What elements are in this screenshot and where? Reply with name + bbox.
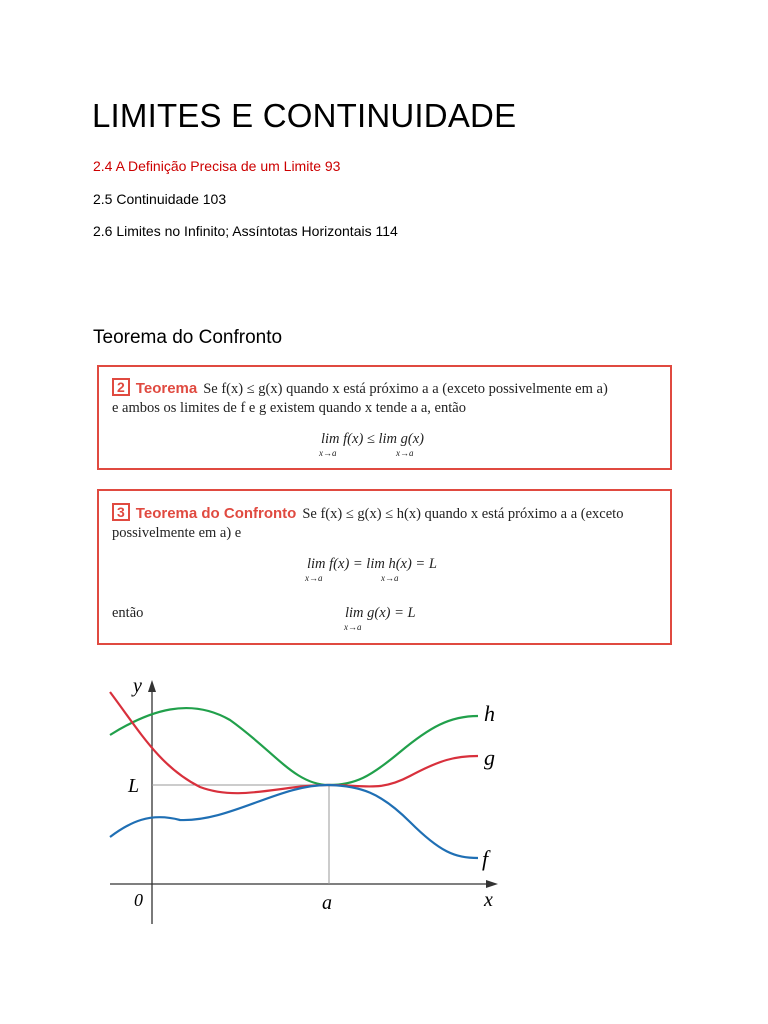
theorem-2-first-line: [112, 378, 608, 398]
h-label: h: [484, 701, 495, 726]
theorem-3-formula-1: lim f(x) = lim h(x) = L: [307, 556, 437, 572]
formula-subscript: x→a: [319, 448, 337, 458]
toc-item-2-4[interactable]: 2.4 A Definição Precisa de um Limite 93: [93, 158, 341, 174]
section-heading: Teorema do Confronto: [93, 327, 283, 348]
theorem-3-formula-2: lim g(x) = L: [345, 605, 416, 621]
page-title: LIMITES E CONTINUIDADE: [92, 97, 517, 134]
f-curve: [110, 785, 478, 858]
theorem-3-statement-line1: Se f(x) ≤ g(x) ≤ h(x) quando x está próximo a a (exceto: [302, 506, 624, 522]
formula-subscript: x→a: [305, 573, 323, 583]
theorem-title: Teorema: [135, 380, 198, 397]
theorem-2-statement-line2: e ambos os limites de f e g existem quando x tende a a, então: [112, 400, 466, 416]
origin-label: 0: [134, 890, 143, 910]
squeeze-theorem-graph: [100, 672, 510, 932]
formula-subscript: x→a: [381, 573, 399, 583]
x-axis-label: x: [484, 889, 493, 911]
theorem-3-box: [97, 489, 672, 645]
f-label: f: [482, 846, 489, 871]
y-axis-arrow: [148, 680, 156, 692]
formula-subscript: x→a: [344, 622, 362, 632]
L-label: L: [128, 775, 140, 797]
h-curve: [110, 708, 478, 785]
theorem-2-box: [97, 365, 672, 470]
theorem-number-badge: 3: [112, 503, 130, 521]
theorem-title: Teorema do Confronto: [135, 505, 297, 522]
theorem-number-badge: 2: [112, 378, 130, 396]
theorem-2-statement-line1: Se f(x) ≤ g(x) quando x está próximo a a (exceto possivelmente em a): [203, 381, 608, 397]
then-label: então: [112, 605, 144, 621]
theorem-3-statement-line2: possivelmente em a) e: [112, 525, 242, 541]
toc-item-2-5: 2.5 Continuidade 103: [93, 191, 227, 207]
g-curve: [110, 692, 478, 793]
g-label: g: [484, 745, 495, 770]
toc-item-2-6: 2.6 Limites no Infinito; Assíntotas Horizontais 114: [93, 223, 398, 239]
theorem-2-formula: lim f(x) ≤ lim g(x): [321, 431, 424, 447]
formula-subscript: x→a: [396, 448, 414, 458]
a-label: a: [322, 892, 332, 914]
x-axis-arrow: [486, 880, 498, 888]
theorem-3-first-line: [112, 503, 623, 523]
y-axis-label: y: [133, 675, 142, 697]
